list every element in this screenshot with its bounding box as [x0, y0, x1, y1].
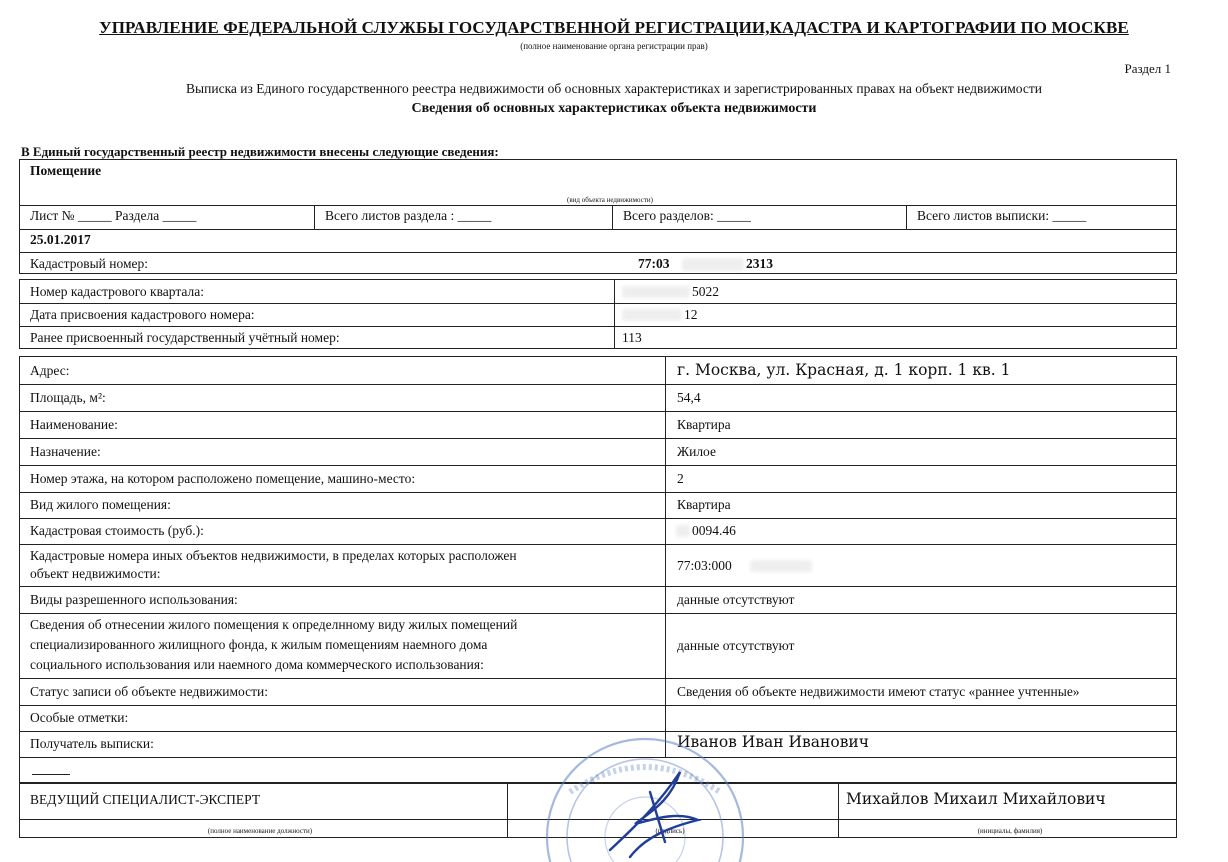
sections-total: Всего разделов: _____ — [623, 208, 751, 223]
area-label: Площадь, м²: — [30, 390, 106, 405]
authority-caption: (полное наименование органа регистрации прав) — [520, 41, 708, 51]
object-table — [19, 159, 1177, 274]
authority-title: УПРАВЛЕНИЕ ФЕДЕРАЛЬНОЙ СЛУЖБЫ ГОСУДАРСТВЕННОЙ РЕГИСТРАЦИИ,КАДАСТРА И КАРТОГРАФИИ ПО МОСКВЕ — [99, 18, 1129, 37]
object-type-caption: (вид объекта недвижимости) — [567, 196, 653, 204]
floor-value: 2 — [677, 471, 684, 486]
position-caption: (полное наименование должности) — [207, 827, 313, 835]
record-status-label: Статус записи об объекте недвижимости: — [30, 684, 269, 699]
permitted-use-label: Виды разрешенного использования: — [30, 592, 238, 607]
dwelling-type-label: Вид жилого помещения: — [30, 497, 171, 512]
address-value-text: г. Москва, ул. Красная, д. 1 корп. 1 кв. 1 — [677, 361, 1011, 379]
name-caption: (инициалы, фамилия) — [977, 827, 1043, 835]
recipient-value-text: Иванов Иван Иванович — [677, 733, 869, 751]
cadastral-number-part2: 2313 — [746, 256, 773, 271]
recipient-label: Получатель выписки: — [30, 736, 154, 751]
record-status-value: Сведения об объекте недвижимости имеют статус «раннее учтенные» — [677, 684, 1080, 699]
sheets-in-section: Всего листов раздела : _____ — [325, 208, 492, 223]
cadastral-number-label: Кадастровый номер: — [30, 256, 149, 271]
document-subtitle-2: Сведения об основных характеристиках объекта недвижимости — [411, 101, 817, 116]
characteristics-table — [19, 356, 1177, 784]
quarter-label: Номер кадастрового квартала: — [30, 284, 204, 299]
purpose-label: Назначение: — [30, 444, 101, 459]
address-value — [677, 362, 1010, 379]
cadastral-cost-value: 0094.46 — [692, 523, 736, 538]
special-fund-label-line2: специализированного жилищного фонда, к жилым помещениям наемного дома — [30, 637, 488, 652]
signer-position: ВЕДУЩИЙ СПЕЦИАЛИСТ-ЭКСПЕРТ — [30, 792, 261, 807]
sheets-total: Всего листов выписки: _____ — [917, 208, 1087, 223]
special-fund-value: данные отсутствуют — [677, 638, 795, 653]
cadastral-info-table — [19, 279, 1177, 349]
other-objects-value: 77:03:000 — [677, 558, 732, 573]
permitted-use-value: данные отсутствуют — [677, 592, 795, 607]
address-label: Адрес: — [30, 363, 70, 378]
official-stamp-icon — [540, 732, 750, 862]
special-fund-label-line3: социального использования или наемного дома коммерческого использования: — [30, 657, 484, 672]
object-type: Помещение — [30, 163, 102, 178]
floor-label: Номер этажа, на котором расположено помещение, машино-место: — [30, 471, 416, 486]
name-label: Наименование: — [30, 417, 118, 432]
extract-date: 25.01.2017 — [30, 232, 91, 247]
other-objects-label-line1: Кадастровые номера иных объектов недвижимости, в пределах которых расположен — [30, 548, 517, 563]
assign-date-label: Дата присвоения кадастрового номера: — [30, 307, 255, 322]
signer-name — [846, 791, 1106, 808]
cadastral-number-part1: 77:03 — [638, 256, 670, 271]
document-subtitle: Выписка из Единого государственного реестра недвижимости об основных характеристиках и зарегистрированных правах на объект недвижимости — [186, 81, 1042, 96]
previous-number-label: Ранее присвоенный государственный учётный номер: — [30, 330, 340, 345]
dwelling-type-value: Квартира — [677, 497, 731, 512]
signer-name-text: Михайлов Михаил Михайлович — [846, 790, 1106, 808]
cadastral-cost-label: Кадастровая стоимость (руб.): — [30, 523, 204, 538]
area-value: 54,4 — [677, 390, 701, 405]
intro-text: В Единый государственный реестр недвижимости внесены следующие сведения: — [21, 144, 499, 159]
previous-number-value: 113 — [622, 330, 642, 345]
sheet-number: Лист № _____ Раздела _____ — [30, 208, 197, 223]
signature-caption: (подпись) — [655, 827, 685, 835]
section-label: Раздел 1 — [1124, 61, 1171, 76]
quarter-value: 5022 — [692, 284, 719, 299]
name-value: Квартира — [677, 417, 731, 432]
special-fund-label-line1: Сведения об отнесении жилого помещения к определнному виду жилых помещений — [30, 617, 518, 632]
assign-date-value: 12 — [684, 307, 698, 322]
special-notes-label: Особые отметки: — [30, 710, 129, 725]
other-objects-label-line2: объект недвижимости: — [30, 566, 161, 581]
purpose-value: Жилое — [677, 444, 716, 459]
